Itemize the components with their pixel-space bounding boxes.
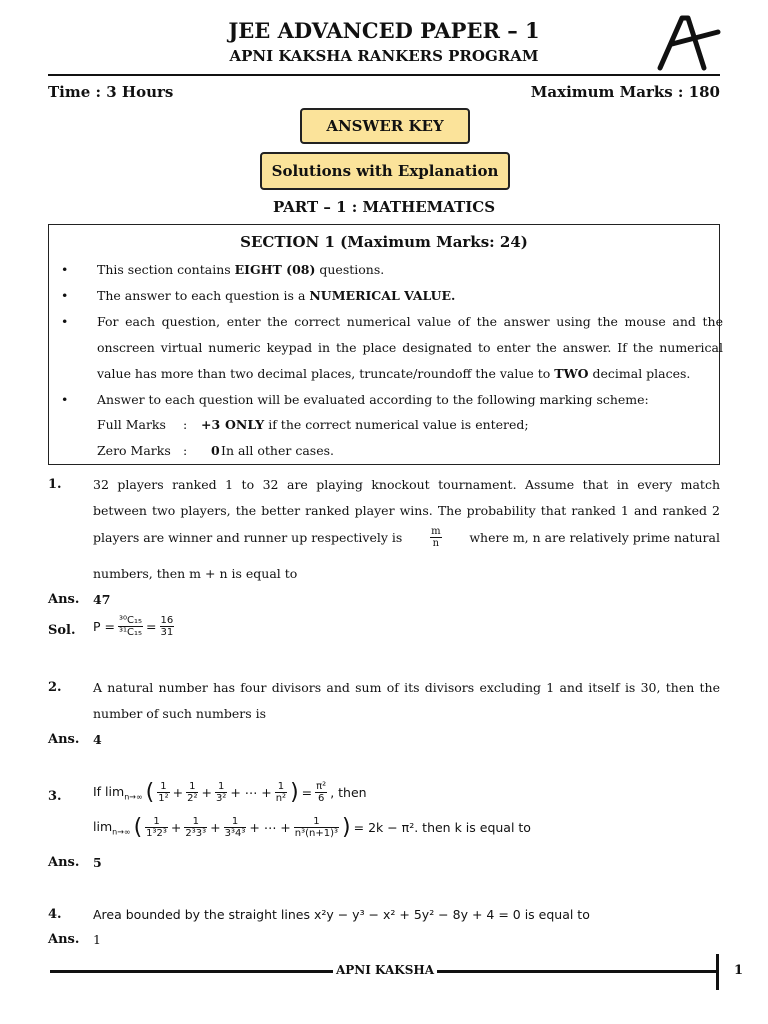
solution-label: Sol. (48, 623, 76, 638)
question-text: number of such numbers is (93, 706, 267, 721)
question-text: A natural number has four divisors and sum of its divisors excluding 1 and itself is 30, then the (93, 680, 720, 695)
footer-divider (437, 970, 718, 973)
header-divider (48, 74, 720, 76)
paper-title: JEE ADVANCED PAPER – 1 (228, 18, 540, 43)
section-title: SECTION 1 (Maximum Marks: 24) (240, 233, 528, 251)
question-text: 32 players ranked 1 to 32 are playing knockout tournament. Assume that in every match (93, 477, 720, 492)
page-number: 1 (734, 963, 744, 978)
time-label: Time : 3 Hours (48, 83, 174, 101)
part-heading: PART – 1 : MATHEMATICS (272, 198, 496, 216)
section-instructions-box: SECTION 1 (Maximum Marks: 24) • This section contains EIGHT (08) questions. • The answer to each question is a NUMERICAL VALUE. • For each question, enter the correct numerical value of the answer using the mouse and the onscreen virtual numeric keypad in the place designated to enter the answer. If the numerical value has more than two decimal places, truncate/roundoff the value to TWO decimal places. • Answer to each question will be evaluated according to the following marking scheme: Full Marks : +3 ONLY if the correct numerical value is entered; Zero Marks : 0 In all other cases. (48, 224, 720, 465)
answer-label: Ans. (48, 932, 80, 947)
solution-formula: P = $\frac{\text{³⁰C₁₅}}{\text{³¹C₁₅}}$ = $\frac{16}{31}$ (93, 615, 174, 638)
footer-divider (50, 970, 333, 973)
fraction: $\frac{m}{n}$ (431, 526, 441, 549)
question-formula: $\lim_{n\to\infty}$ ( $\frac{1}{\text{1³2³}}$ + $\frac{1}{\text{2³3³}}$ + $\frac{1}{\text{3³4³}}$ + ⋯ + $\frac{1}{\text{n³(n+1)³}}$ ) = 2k − π². then k is equal to (93, 815, 531, 840)
max-marks-label: Maximum Marks : 180 (530, 83, 720, 101)
answer-value: 4 (93, 732, 102, 747)
question-text: Area bounded by the straight lines x²y − y³ − x² + 5y² − 8y + 4 = 0 is equal to (93, 907, 590, 922)
question-number: 1. (48, 477, 62, 492)
footer-divider (716, 954, 719, 990)
question-text: between two players, the better ranked player wins. The probability that ranked 1 and ranked 2 (93, 503, 720, 518)
footer-brand: APNI KAKSHA (335, 963, 435, 977)
apni-kaksha-logo-icon (652, 14, 722, 72)
answer-label: Ans. (48, 732, 80, 747)
solutions-badge: Solutions with Explanation (260, 152, 510, 190)
answer-value: 5 (93, 855, 102, 870)
answer-label: Ans. (48, 855, 80, 870)
question-formula: If $\lim_{n\to\infty}$ ( $\frac{1}{\text{1²}}$ + $\frac{1}{\text{2²}}$ + $\frac{1}{\text{3²}}$ + ⋯ + $\frac{1}{\text{n²}}$ ) = $\frac{\text{π²}}{6}$ , then (93, 780, 367, 805)
program-subtitle: APNI KAKSHA RANKERS PROGRAM (229, 47, 539, 65)
question-number: 3. (48, 789, 62, 804)
question-text: players are winner and runner up respectively is $\frac{m}{n}$ where m, n are relatively prime natural (93, 526, 720, 549)
answer-key-badge: ANSWER KEY (300, 108, 470, 144)
answer-value: 47 (93, 592, 111, 607)
answer-value: 1 (93, 932, 101, 947)
question-text: numbers, then m + n is equal to (93, 566, 298, 581)
answer-label: Ans. (48, 592, 80, 607)
question-number: 2. (48, 680, 62, 695)
question-number: 4. (48, 907, 62, 922)
